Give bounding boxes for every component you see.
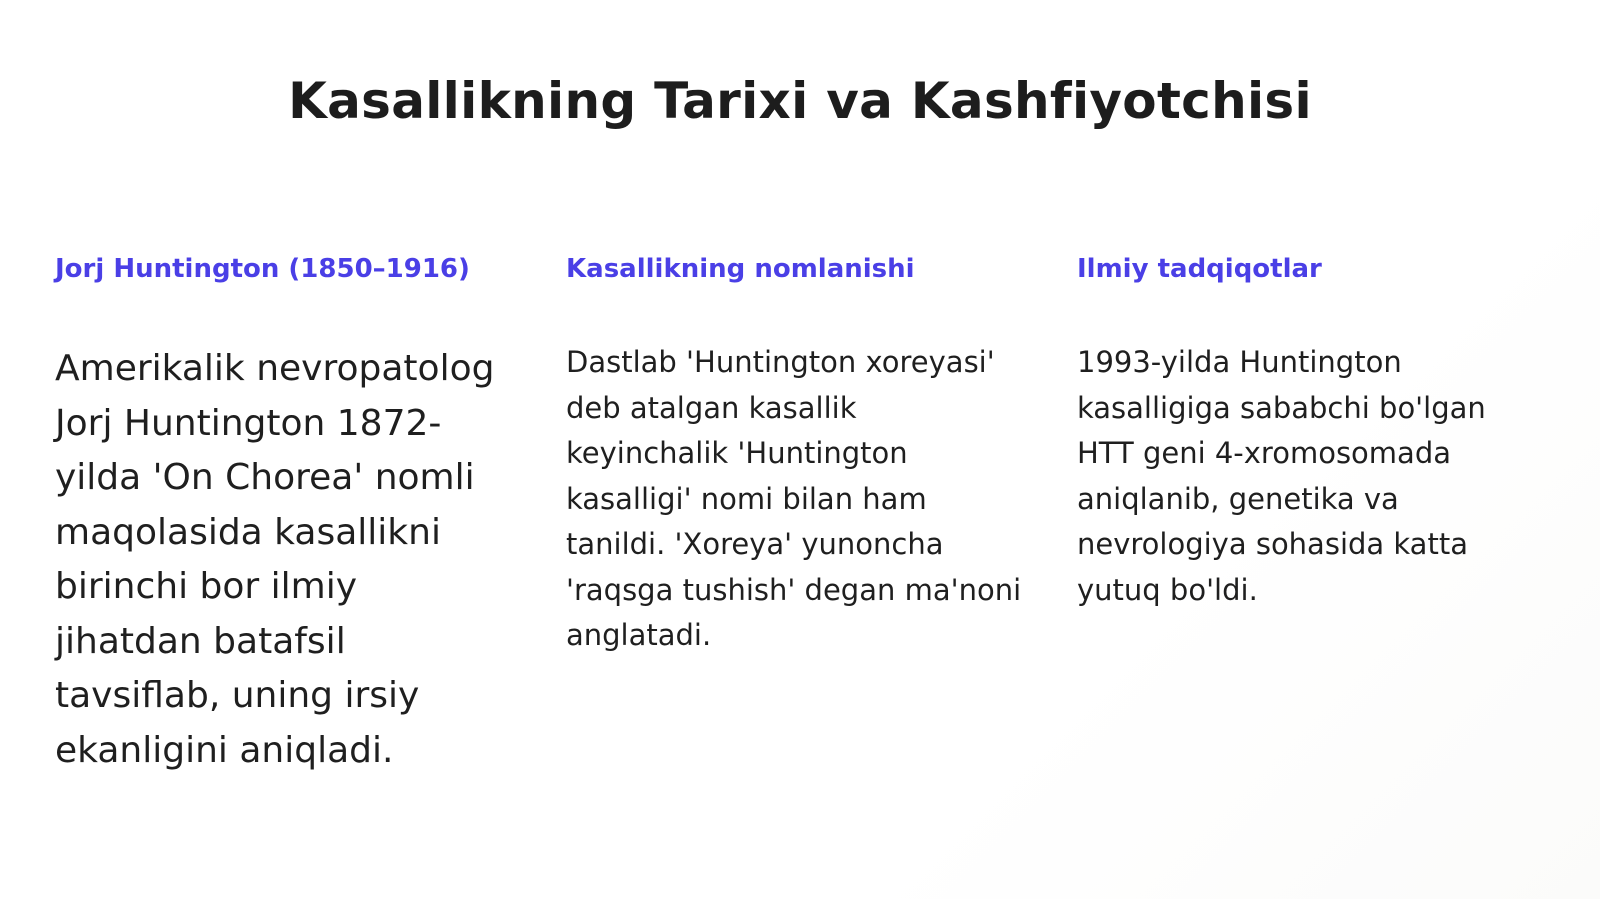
column-body: Amerikalik nevropatolog Jorj Huntington 1872-yilda 'On Chorea' nomli maqolasida kasallikni birinchi bor ilmiy jihatdan batafsil tavsiflab, uning irsiy ekanligini aniqladi.: [55, 348, 495, 771]
column-naming: [566, 250, 1036, 652]
column-heading: Kasallikning nomlanishi: [566, 254, 915, 284]
column-research: [1077, 250, 1557, 607]
column-heading: Jorj Huntington (1850–1916): [55, 254, 470, 284]
column-discoverer: [55, 250, 505, 771]
slide-title: Kasallikning Tarixi va Kashfiyotchisi: [288, 72, 1312, 130]
column-heading: Ilmiy tadqiqotlar: [1077, 254, 1322, 284]
column-body: 1993-yilda Huntington kasalligiga sababchi bo'lgan HTT geni 4-xromosomada aniqlanib, genetika va nevrologiya sohasida katta yutuq bo'ldi.: [1077, 345, 1486, 607]
column-body: Dastlab 'Huntington xoreyasi' deb atalgan kasallik keyinchalik 'Huntington kasalligi' nomi bilan ham tanildi. 'Xoreya' yunoncha 'raqsga tushish' degan ma'noni anglatadi.: [566, 345, 1022, 652]
